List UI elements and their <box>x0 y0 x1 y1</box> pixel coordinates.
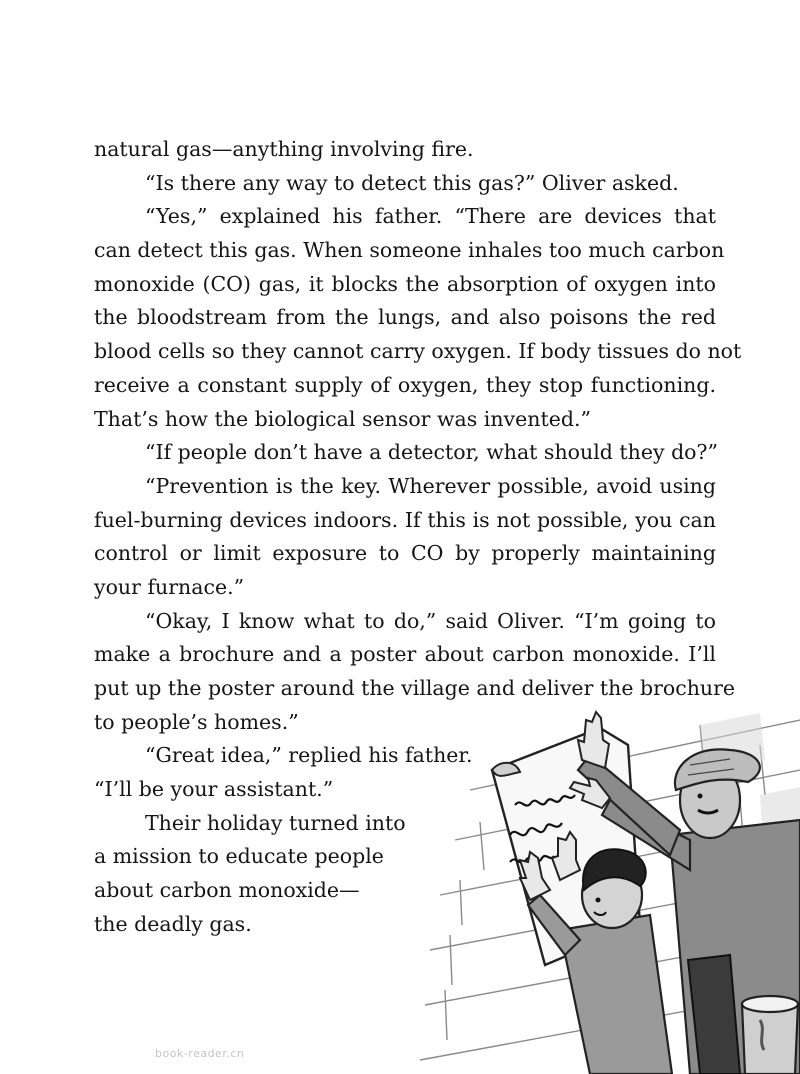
text-line: a mission to educate people <box>94 844 384 869</box>
text-line: your furnace.” <box>94 574 245 599</box>
text-line: “Prevention is the key. Wherever possible, avoid using <box>145 473 716 498</box>
text-line: to people’s homes.” <box>94 709 299 734</box>
text-line: That’s how the biological sensor was invented.” <box>94 406 591 431</box>
text-line: receive a constant supply of oxygen, they stop functioning. <box>94 372 716 397</box>
text-line: “Great idea,” replied his father. <box>145 743 473 768</box>
text-line: make a brochure and a poster about carbon monoxide. I’ll <box>94 642 716 667</box>
paint-bucket-icon <box>742 996 798 1074</box>
text-line: control or limit exposure to CO by properly maintaining <box>94 541 716 566</box>
text-line: fuel-burning devices indoors. If this is not possible, you can <box>94 507 716 532</box>
text-line: the bloodstream from the lungs, and also poisons the red <box>94 305 716 330</box>
text-line: put up the poster around the village and deliver the brochure <box>94 676 736 700</box>
poster-hanging-illustration-icon <box>398 700 800 1074</box>
text-line: “Yes,” explained his father. “There are devices that <box>145 204 716 229</box>
text-line: monoxide (CO) gas, it blocks the absorption of oxygen into <box>94 271 716 296</box>
text-line: blood cells so they cannot carry oxygen. If body tissues do not <box>94 339 742 364</box>
text-line: can detect this gas. When someone inhales too much carbon <box>94 238 725 263</box>
text-line: “Is there any way to detect this gas?” Oliver asked. <box>145 170 679 195</box>
text-line: about carbon monoxide— <box>94 878 360 903</box>
watermark: book-reader.cn <box>155 1047 245 1060</box>
text-line: “I’ll be your assistant.” <box>94 777 334 802</box>
text-line: “If people don’t have a detector, what should they do?” <box>145 440 718 465</box>
text-line: Their holiday turned into <box>145 810 406 835</box>
text-line: “Okay, I know what to do,” said Oliver. “I’m going to <box>145 608 716 633</box>
text-line: natural gas—anything involving fire. <box>94 137 474 161</box>
text-line: the deadly gas. <box>94 911 252 936</box>
